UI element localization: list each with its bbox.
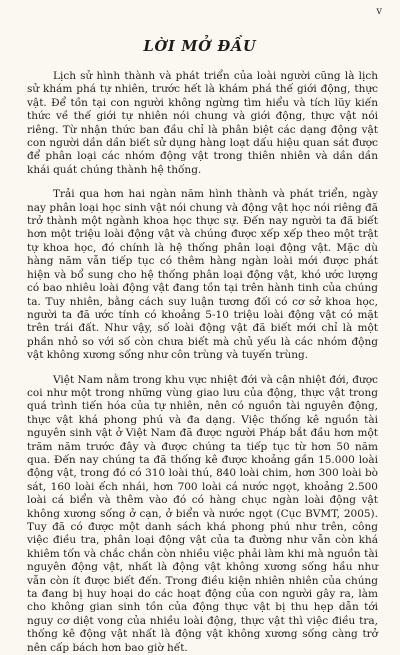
paragraph-2: Trải qua hơn hai ngàn năm hình thành và phát triển, ngày nay phân loại học sinh vật nói chung và động vật học nói riêng đã trở thành một ngành khoa học thực sự. Đến nay người ta đã biết hơn một triệu loài động vật và chúng được xếp xếp theo một trật tự khoa học, đó chính là hệ thống phân loại động vật. Mặc dù hàng năm vẫn tiếp tục có thêm hàng ngàn loài mới được phát hiện và bổ sung cho hệ thống phân loại động vật, khó ước lượng có bao nhiêu loài động vật đang tồn tại trên hành tinh của chúng ta. Tuy nhiên, bằng cách suy luận tương đối có cơ sở khoa học, người ta đã ước tính có khoảng 5-10 triệu loài động vật có mặt trên trái đất. Như vậy, số loài động vật đã biết mới chỉ là một phần nhỏ so với số còn chưa biết mà chủ yếu là các nhóm động vật không xương sống như côn trùng và tuyến trùng.	[27, 188, 378, 362]
paragraph-1: Lịch sử hình thành và phát triển của loài người cũng là lịch sử khám phá tự nhiên, trước hết là khám phá thế giới động, thực vật. Để tồn tại con người không ngừng tìm hiểu và tích lũy kiến thức về thế giới tự nhiên nói chung và giới động, thực vật nói riêng. Từ nhận thức ban đầu chỉ là phân biệt các dạng động vật con người dần dần biết sử dụng hàng loạt dấu hiệu quan sát được để phân loại các nhóm động vật trong thiên nhiên và dần dần khái quát chúng thành hệ thống.	[27, 70, 378, 176]
preface-body	[27, 70, 378, 655]
paragraph-3: Việt Nam nằm trong khu vực nhiệt đới và cận nhiệt đới, được coi như một trong những vùng giao lưu của động, thực vật trong quá trình tiến hóa của tự nhiên, nên có nguồn tài nguyên động, thực vật khá phong phú và đa dạng. Việc thống kê nguồn tài nguyên sinh vật ở Việt Nam đã được người Pháp bắt đầu hơn một trăm năm trước đây và được chúng ta tiếp tục từ hơn 50 năm qua. Đến nay chúng ta đã thống kê được khoảng gần 15.000 loài động vật, trong đó có 310 loài thú, 840 loài chim, hơn 300 loài bò sát, 160 loài ếch nhái, hơn 700 loài cá nước ngọt, khoảng 2.500 loài cá biển và thêm vào đó có hàng chục ngàn loài động vật không xương sống ở cạn, ở biển và nước ngọt (Cục BVMT, 2005). Tuy đã có được một danh sách khá phong phú như trên, công việc điều tra, phân loại động vật của ta đường như vẫn còn khá khiêm tốn và chắc chắn còn nhiều việc phải làm khi mà nguồn tài nguyên động vật, nhất là động vật không xương sống hầu như vẫn còn ít được biết đến. Trong điều kiện nhiên nhiên của chúng ta đang bị huy hoại do các hoạt động của con người gây ra, làm cho không gian sinh tồn của động thực vật bị thu hẹp dẫn tới nguy cơ diệt vong của nhiều loài động, thực vật thì việc điều tra, thống kê động vật nhất là động vật không xương sống càng trở nên cấp bách hơn bao giờ hết.	[27, 373, 378, 654]
preface-title: LỜI MỞ ĐẦU	[143, 38, 257, 55]
page-number: v	[376, 6, 382, 17]
